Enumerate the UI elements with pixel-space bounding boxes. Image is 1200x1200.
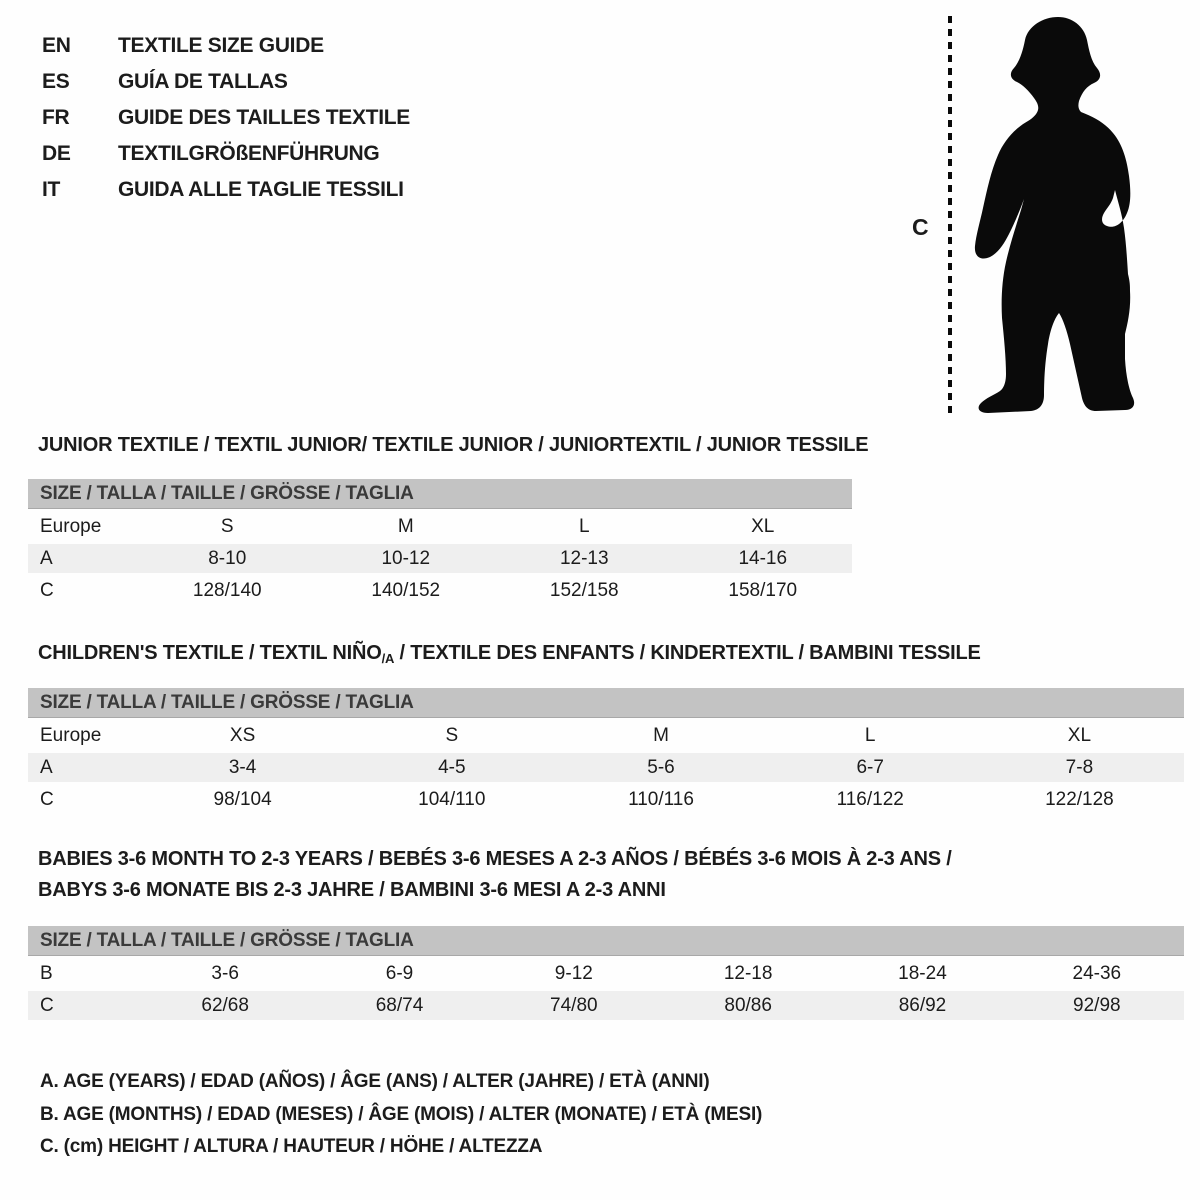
table-row (28, 959, 1184, 988)
table-row (28, 785, 1184, 814)
table-cell: 74/80 (550, 995, 598, 1016)
lang-label: TEXTILE SIZE GUIDE (118, 34, 324, 57)
row-label: A (40, 548, 53, 569)
lang-row-es (42, 64, 410, 100)
table-cell: 158/170 (728, 580, 798, 601)
table-row (28, 991, 1184, 1020)
table-cell: 24-36 (1072, 963, 1122, 984)
table-cell: 140/152 (371, 580, 441, 601)
table-cell: 68/74 (375, 995, 424, 1016)
lang-code: IT (42, 178, 61, 201)
lang-label: GUÍA DE TALLAS (118, 70, 288, 93)
table-cell: M (397, 516, 414, 537)
table-cell: S (220, 516, 234, 537)
table-row (28, 544, 852, 573)
table-cell: 86/92 (898, 995, 947, 1016)
lang-label: TEXTILGRÖßENFÜHRUNG (118, 142, 380, 165)
babies-table (28, 926, 1184, 1020)
babies-section-title (38, 844, 952, 906)
table-row (28, 576, 852, 605)
table-cell: 5-6 (647, 757, 675, 778)
lang-code: FR (42, 106, 70, 129)
table-cell: 10-12 (381, 548, 431, 569)
children-title-post: / TEXTILE DES ENFANTS / KINDERTEXTIL / BAMBINI TESSILE (394, 642, 981, 664)
table-cell: 80/86 (724, 995, 772, 1016)
table-cell: 12-18 (723, 963, 773, 984)
babies-title-line2: BABYS 3-6 MONATE BIS 2-3 JAHRE / BAMBINI 3-6 MESI A 2-3 ANNI (38, 879, 666, 901)
table-cell: 104/110 (418, 789, 486, 810)
lang-row-it (42, 172, 410, 208)
table-cell: S (445, 725, 459, 746)
table-cell: 9-12 (554, 963, 593, 984)
table-cell: XL (751, 516, 775, 537)
row-label: C (40, 995, 54, 1016)
table-cell: 4-5 (438, 757, 466, 778)
table-cell: 6-9 (385, 963, 414, 984)
table-cell: M (653, 725, 669, 746)
table-cell: 110/116 (628, 789, 694, 810)
children-title-subscript: /A (381, 651, 395, 666)
footnote-a: A. AGE (YEARS) / EDAD (AÑOS) / ÂGE (ANS) / ALTER (JAHRE) / ETÀ (ANNI) (40, 1071, 710, 1092)
table-row (28, 721, 1184, 750)
table-cell: XS (229, 725, 256, 746)
table-row (28, 753, 1184, 782)
babies-size-header: SIZE / TALLA / TAILLE / GRÖSSE / TAGLIA (28, 926, 1184, 956)
table-cell: 7-8 (1065, 757, 1094, 778)
row-label: A (40, 757, 53, 778)
table-cell: 116/122 (836, 789, 904, 810)
children-size-header: SIZE / TALLA / TAILLE / GRÖSSE / TAGLIA (28, 688, 1184, 718)
lang-code: ES (42, 70, 70, 93)
table-row (28, 512, 852, 541)
table-cell: 12-13 (559, 548, 609, 569)
table-cell: 6-7 (856, 757, 884, 778)
lang-code: EN (42, 34, 71, 57)
table-cell: 3-6 (211, 963, 239, 984)
footnotes (40, 1066, 762, 1164)
table-cell: 8-10 (208, 548, 247, 569)
table-cell: 3-4 (228, 757, 257, 778)
table-cell: 18-24 (898, 963, 947, 984)
children-table (28, 688, 1184, 814)
lang-row-en (42, 28, 410, 64)
babies-title-line1: BABIES 3-6 MONTH TO 2-3 YEARS / BEBÉS 3-6 MESES A 2-3 AÑOS / BÉBÉS 3-6 MOIS À 2-3 ANS / (38, 848, 952, 870)
table-cell: L (578, 516, 590, 537)
lang-code: DE (42, 142, 71, 165)
row-label: Europe (40, 725, 102, 746)
toddler-silhouette-image (958, 14, 1144, 416)
footnote-c: C. (cm) HEIGHT / ALTURA / HAUTEUR / HÖHE / ALTEZZA (40, 1136, 543, 1157)
row-label: B (40, 963, 53, 984)
lang-label: GUIDA ALLE TAGLIE TESSILI (118, 178, 404, 201)
table-cell: 128/140 (192, 580, 262, 601)
height-measure-label: C (912, 214, 929, 240)
language-legend (42, 28, 410, 208)
junior-section-title: JUNIOR TEXTILE / TEXTIL JUNIOR/ TEXTILE JUNIOR / JUNIORTEXTIL / JUNIOR TESSILE (38, 434, 869, 456)
lang-label: GUIDE DES TAILLES TEXTILE (118, 106, 410, 129)
footnote-b: B. AGE (MONTHS) / EDAD (MESES) / ÂGE (MOIS) / ALTER (MONATE) / ETÀ (MESI) (40, 1103, 763, 1125)
table-cell: 92/98 (1073, 995, 1121, 1016)
table-cell: XL (1067, 725, 1092, 746)
table-cell: L (864, 725, 876, 746)
table-cell: 62/68 (201, 995, 249, 1016)
height-dashed-line (948, 16, 952, 415)
lang-row-fr (42, 100, 410, 136)
junior-size-header: SIZE / TALLA / TAILLE / GRÖSSE / TAGLIA (28, 479, 852, 509)
row-label: Europe (40, 516, 102, 537)
children-section-title (38, 642, 981, 666)
table-cell: 152/158 (549, 580, 619, 601)
junior-table (28, 479, 852, 605)
table-cell: 98/104 (213, 789, 272, 810)
children-title-pre: CHILDREN'S TEXTILE / TEXTIL NIÑO (38, 642, 382, 664)
table-cell: 122/128 (1045, 789, 1114, 810)
row-label: C (40, 580, 54, 601)
lang-row-de (42, 136, 410, 172)
row-label: C (40, 789, 54, 810)
table-cell: 14-16 (738, 548, 788, 569)
